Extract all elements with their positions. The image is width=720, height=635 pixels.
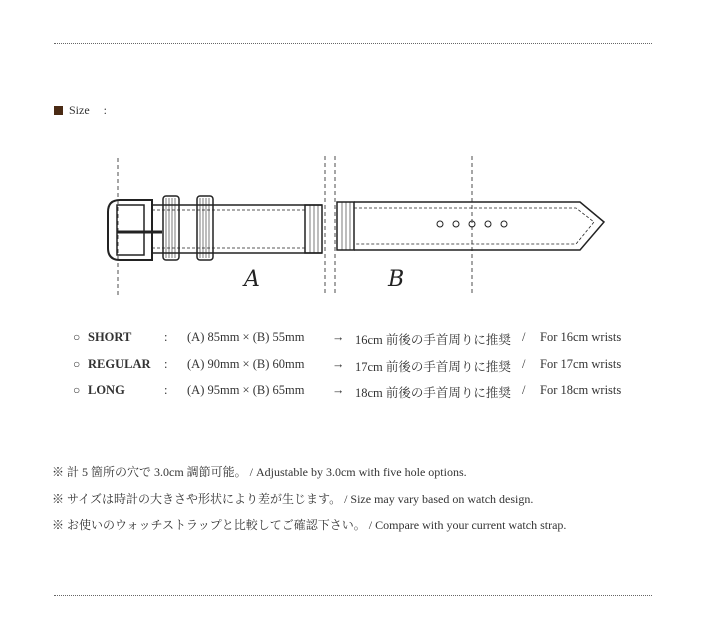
- size-dimensions: (A) 95mm × (B) 65mm: [187, 383, 305, 397]
- option-circle-icon: ○: [73, 357, 81, 371]
- option-circle-icon: ○: [73, 383, 81, 397]
- size-separator: /: [522, 357, 526, 371]
- size-name: REGULAR: [88, 357, 151, 371]
- strap-diagram: [0, 150, 720, 300]
- size-colon: :: [164, 357, 168, 371]
- size-recommendation-en: For 16cm wrists: [540, 330, 622, 344]
- arrow-right-icon: →: [332, 330, 345, 344]
- bottom-divider: [54, 595, 652, 596]
- note-item: ※ サイズは時計の大きさや形状により差が生じます。 / Size may vary based on watch design.: [52, 492, 534, 506]
- size-colon: :: [164, 383, 168, 397]
- size-recommendation-en: For 17cm wrists: [540, 357, 622, 371]
- size-recommendation-en: For 18cm wrists: [540, 383, 622, 397]
- size-row-short: [0, 330, 720, 348]
- square-bullet-icon: [54, 106, 63, 115]
- size-dimensions: (A) 90mm × (B) 60mm: [187, 357, 305, 371]
- size-recommendation-jp: 17cm 前後の手首周りに推奨: [355, 360, 511, 374]
- size-heading-label: Size: [69, 103, 90, 117]
- size-row-regular: [0, 357, 720, 375]
- size-heading: [54, 103, 107, 118]
- top-divider: [54, 43, 652, 44]
- arrow-right-icon: →: [332, 357, 345, 371]
- label-b: B: [388, 267, 405, 292]
- label-a: A: [244, 267, 260, 292]
- note-item: ※ お使いのウォッチストラップと比較してご確認下さい。 / Compare with your current watch strap.: [52, 518, 567, 532]
- size-separator: /: [522, 330, 526, 344]
- size-name: LONG: [88, 383, 125, 397]
- size-colon: :: [164, 330, 168, 344]
- option-circle-icon: ○: [73, 330, 81, 344]
- size-name: SHORT: [88, 330, 132, 344]
- size-recommendation-jp: 18cm 前後の手首周りに推奨: [355, 386, 511, 400]
- note-item: ※ 計 5 箇所の穴で 3.0cm 調節可能。 / Adjustable by 3.0cm with five hole options.: [52, 465, 467, 479]
- size-dimensions: (A) 85mm × (B) 55mm: [187, 330, 305, 344]
- size-row-long: [0, 383, 720, 401]
- size-heading-colon: :: [103, 103, 108, 117]
- size-separator: /: [522, 383, 526, 397]
- arrow-right-icon: →: [332, 383, 345, 397]
- size-recommendation-jp: 16cm 前後の手首周りに推奨: [355, 333, 511, 347]
